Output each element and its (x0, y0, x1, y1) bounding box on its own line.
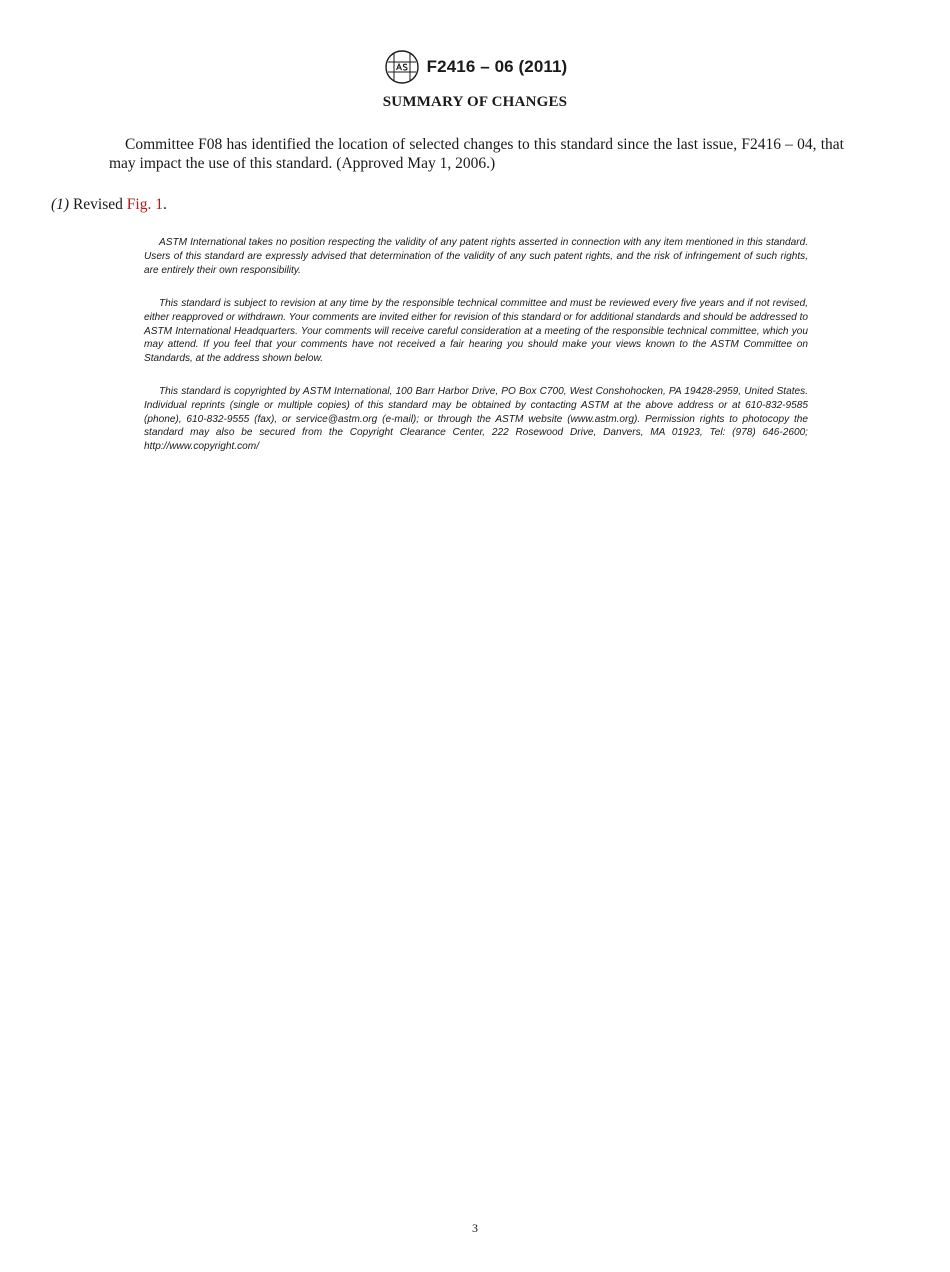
change-item-number: (1) (51, 196, 70, 213)
summary-title: SUMMARY OF CHANGES (382, 94, 568, 110)
revision-notice: This standard is subject to revision at any time by the responsible technical committee and must be reviewed every five years and if not revised, either reapproved or withdrawn. Your comments are invited either for revision of this standard or for additional standards and should be addressed to ASTM International Headquarters. Your comments will receive careful consideration at a meeting of the responsible technical committee, which you may attend. If you feel that your comments have not received a fair hearing you should make your views known to the ASTM Committee on Standards, at the address shown below. (144, 298, 808, 365)
patent-notice: ASTM International takes no position respecting the validity of any patent rights asserted in connection with any item mentioned in this standard. Users of this standard are expressly advised that determination of the validity of any such patent rights, and the risk of infringement of such rights, are entirely their own responsibility. (144, 237, 808, 276)
change-item-text: Revised (72, 196, 127, 213)
standard-designation: F2416 – 06 (2011) (426, 57, 568, 76)
document-header (0, 50, 950, 84)
change-item-suffix: . (162, 196, 167, 213)
page-number: 3 (472, 1221, 478, 1235)
copyright-notice: This standard is copyrighted by ASTM International, 100 Barr Harbor Drive, PO Box C700, West Conshohocken, PA 19428-2959, United States. Individual reprints (single or multiple copies) of this standard may be obtained by contacting ASTM at the above address or at 610-832-9585 (phone), 610-832-9555 (fax), or service@astm.org (e-mail); or through the ASTM website (www.astm.org). Permission rights to photocopy the standard may also be secured from the Copyright Clearance Center, 222 Rosewood Drive, Danvers, MA 01923, Tel: (978) 646-2600; http://www.copyright.com/ (144, 386, 808, 453)
change-item (51, 195, 167, 214)
figure-link[interactable]: Fig. 1 (126, 196, 163, 213)
astm-logo-icon (383, 50, 421, 84)
summary-intro: Committee F08 has identified the location of selected changes to this standard since the last issue, F2416 – 04, that may impact the use of this standard. (Approved May 1, 2006.) (109, 136, 844, 172)
